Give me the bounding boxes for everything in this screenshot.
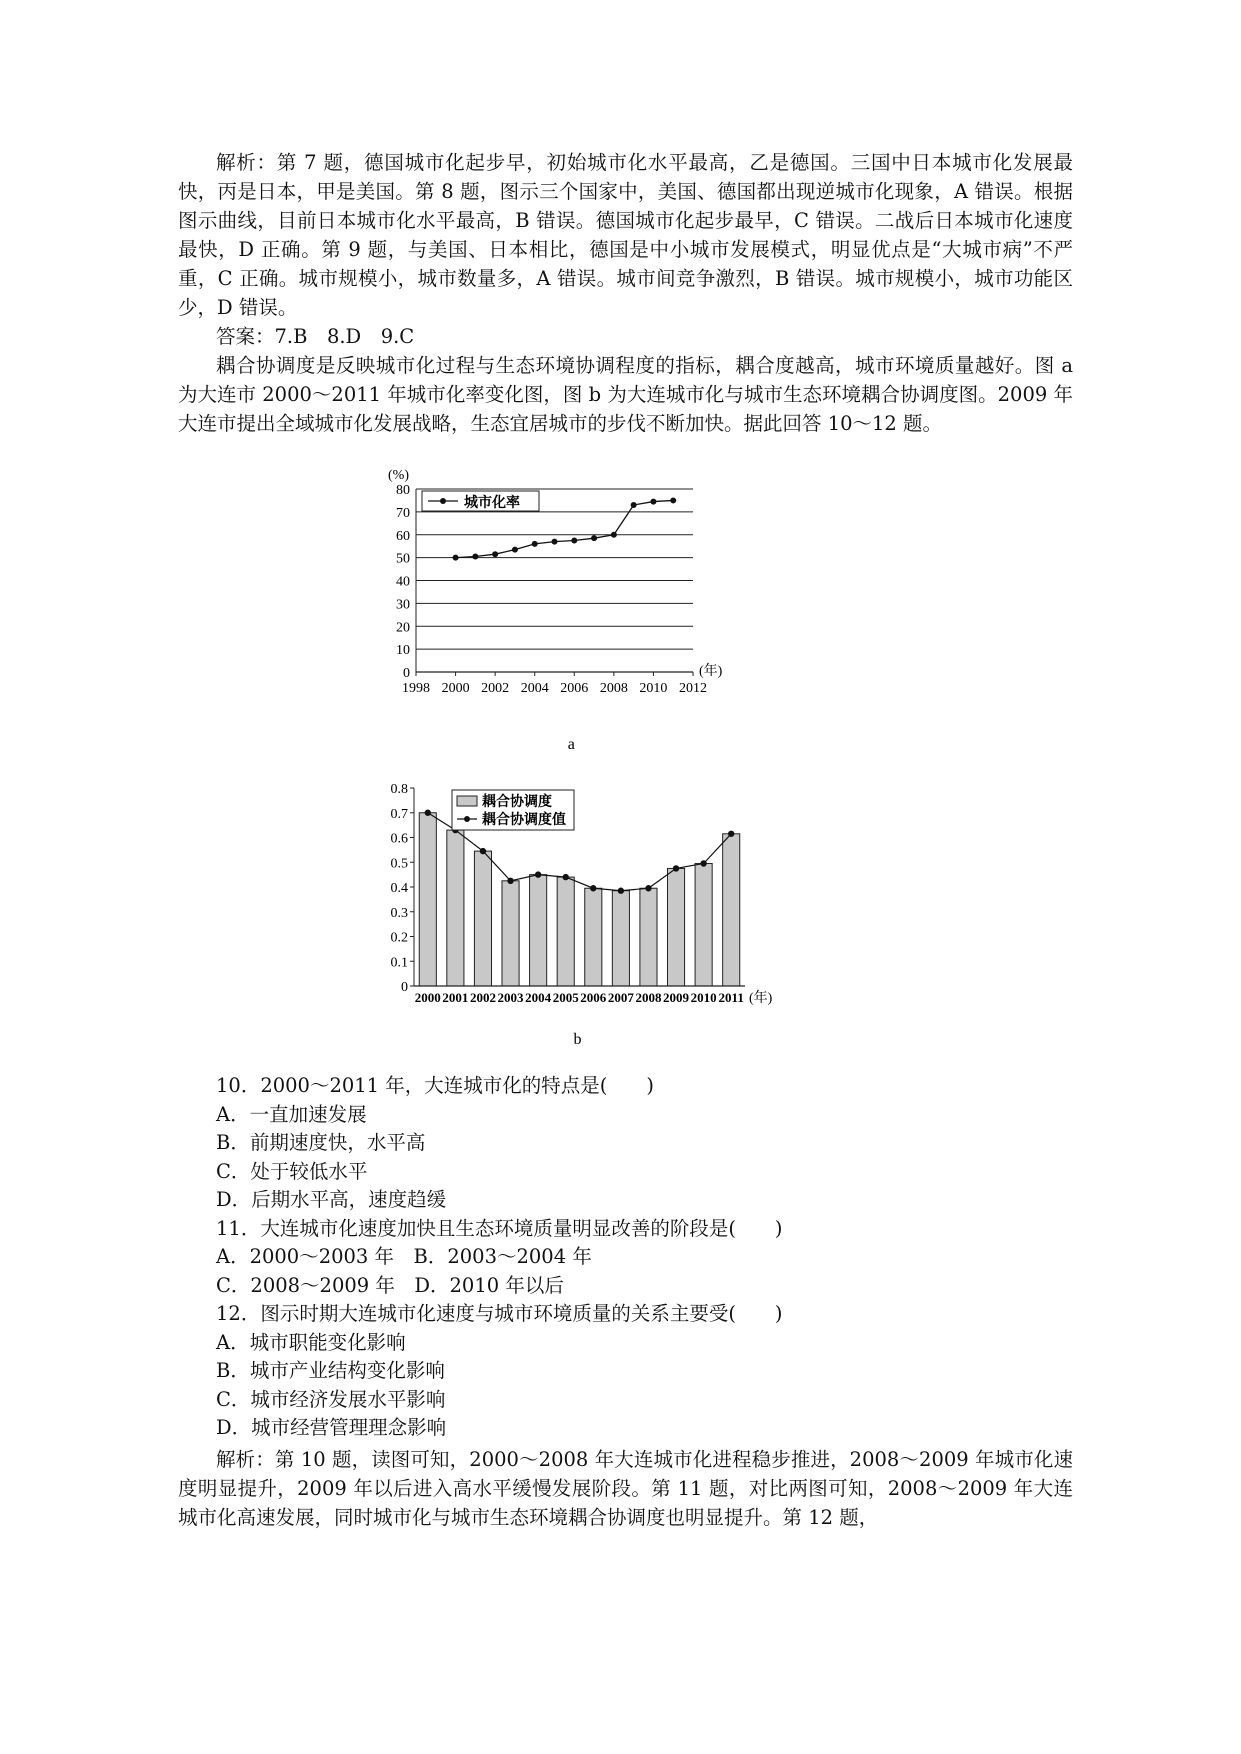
chart-b-ytick-label: 0.6 — [390, 831, 408, 847]
chart-b-xtick-label: 2006 — [580, 990, 607, 1005]
answer-label: 答案： — [216, 325, 275, 348]
chart-b-bar — [530, 875, 547, 986]
chart-a-svg — [178, 446, 1073, 764]
chart-a-point — [650, 499, 656, 505]
chart-b-point — [700, 860, 706, 866]
question-12-option-d: D．城市经营管理理念影响 — [216, 1416, 447, 1439]
chart-a-point — [492, 551, 498, 557]
chart-b-ytick-label: 0.3 — [390, 905, 408, 921]
chart-b-caption: b — [573, 1031, 582, 1048]
chart-b-ytick-label: 0 — [401, 980, 408, 995]
chart-b-bar — [557, 877, 574, 986]
chart-a-ytick-label: 0 — [403, 666, 410, 681]
chart-b-xtick-label: 2011 — [718, 990, 744, 1005]
chart-b-bar — [667, 868, 684, 986]
chart-a-point — [591, 535, 597, 541]
question-12-option-a: A．城市职能变化影响 — [216, 1330, 406, 1354]
chart-a-xlabel: (年) — [699, 664, 723, 679]
document-page — [178, 148, 1073, 1532]
chart-b-bar — [585, 888, 602, 986]
chart-a-point — [532, 541, 538, 547]
chart-a-point — [472, 553, 478, 559]
chart-b-legend-bar-label: 耦合协调度 — [482, 795, 552, 810]
chart-a-ytick-label: 80 — [396, 483, 410, 498]
chart-b-ytick-label: 0.1 — [390, 955, 408, 971]
chart-b-legend-line-label: 耦合协调度值 — [482, 813, 566, 828]
chart-a-point — [631, 502, 637, 508]
analysis-paragraph-1 — [178, 148, 1073, 322]
chart-a-point — [552, 539, 558, 545]
chart-b-xtick-label: 2009 — [663, 990, 690, 1005]
chart-a-xtick-label: 2008 — [599, 681, 628, 696]
analysis-text-2: 第 10 题，读图可知，2000～2008 年大连城市化进程稳步推进，2008～2009 年城市化速度明显提升，2009 年以后进入高水平缓慢发展阶段。第 11 题，对比两图可知，2008～2009 年大连城市化高速发展，同时城市化与城市生态环境耦合协调度也明显提升。第 12 题， — [178, 1447, 1073, 1529]
chart-b-xtick-label: 2000 — [414, 990, 441, 1005]
question-10-option-a: A．一直加速发展 — [216, 1102, 367, 1126]
chart-b-xtick-label: 2007 — [607, 990, 634, 1005]
chart-b-bar — [723, 834, 740, 986]
chart-a-xtick-label: 2004 — [520, 681, 549, 696]
chart-a-ytick-label: 40 — [396, 574, 410, 590]
chart-b-xtick-label: 2004 — [525, 990, 552, 1005]
question-12-option-c: C．城市经济发展水平影响 — [216, 1387, 446, 1411]
chart-b-point — [535, 871, 541, 877]
chart-b-bar — [474, 851, 491, 986]
question-10-option-d: D．后期水平高，速度趋缓 — [216, 1188, 447, 1211]
question-10-option-b: B．前期速度快，水平高 — [216, 1131, 426, 1154]
chart-a-xtick-label: 1998 — [402, 681, 430, 696]
chart-b-svg — [178, 776, 1073, 1066]
chart-b-xtick-label: 2003 — [497, 990, 524, 1005]
chart-a-point — [670, 497, 676, 503]
chart-b-bar — [419, 813, 436, 986]
chart-b-point — [507, 878, 513, 884]
chart-a-ytick-label: 70 — [396, 505, 410, 521]
answer-line — [178, 322, 1073, 351]
chart-b-xlabel: (年) — [749, 991, 773, 1006]
chart-b-ytick-label: 0.5 — [390, 856, 408, 872]
chart-b-point — [645, 885, 651, 891]
intro-paragraph: 耦合协调度是反映城市化过程与生态环境协调程度的指标，耦合度越高，城市环境质量越好。图 a 为大连市 2000～2011 年城市化率变化图，图 b 为大连城市化与城市生态环境耦合协调度图。2009 年大连市提出全域城市化发展战略，生态宜居城市的步伐不断加快。据此回答 10～12 题。 — [178, 354, 1073, 435]
answer-text: 7.B 8.D 9.C — [274, 325, 415, 348]
chart-a-ytick-label: 60 — [396, 528, 410, 544]
chart-b-bar — [640, 888, 657, 986]
chart-a-ytick-label: 20 — [396, 620, 410, 636]
chart-b-point — [618, 888, 624, 894]
chart-a-xtick-label: 2006 — [560, 681, 589, 696]
chart-a-point — [571, 537, 577, 543]
chart-b-point — [425, 810, 431, 816]
chart-a-legend-label: 城市化率 — [464, 496, 520, 511]
chart-a-point — [512, 547, 518, 553]
question-11-stem: 11．大连城市化速度加快且生态环境质量明显改善的阶段是( ) — [216, 1216, 783, 1240]
analysis-label: 解析： — [216, 151, 277, 174]
chart-b-xtick-label: 2002 — [469, 990, 496, 1005]
chart-a-legend-marker — [440, 498, 446, 504]
chart-b-bar — [502, 881, 519, 986]
chart-b-point — [673, 865, 679, 871]
chart-a-xtick-label: 2000 — [441, 681, 470, 696]
chart-a-xtick-label: 2002 — [481, 681, 510, 696]
chart-b-xtick-label: 2005 — [552, 990, 579, 1005]
chart-b — [178, 776, 1073, 1066]
question-11-options-ab: A．2000～2003 年 B．2003～2004 年 — [216, 1245, 592, 1268]
chart-b-bar — [695, 863, 712, 986]
chart-a-xtick-label: 2010 — [639, 681, 668, 696]
chart-b-legend-marker — [464, 816, 470, 822]
chart-b-ytick-label: 0.7 — [390, 806, 408, 822]
analysis-paragraph-2 — [178, 1445, 1073, 1532]
analysis-label-2: 解析： — [216, 1447, 275, 1471]
questions — [178, 1072, 1073, 1443]
chart-a-point — [453, 555, 459, 561]
chart-a — [178, 446, 1073, 764]
chart-b-ytick-label: 0.4 — [390, 881, 408, 896]
chart-a-ytick-label: 30 — [396, 597, 410, 613]
chart-b-xtick-label: 2010 — [690, 990, 717, 1005]
question-12-option-b: B．城市产业结构变化影响 — [216, 1359, 445, 1382]
question-11-options-cd: C．2008～2009 年 D．2010 年以后 — [216, 1273, 564, 1297]
chart-a-caption: a — [567, 736, 575, 753]
chart-a-point — [611, 532, 617, 538]
chart-b-bar — [447, 830, 464, 986]
chart-a-ytick-label: 50 — [396, 551, 410, 567]
chart-b-xtick-label: 2008 — [635, 990, 662, 1005]
chart-b-ytick-label: 0.8 — [390, 782, 408, 797]
chart-b-bar — [612, 891, 629, 986]
chart-b-point — [480, 848, 486, 854]
chart-a-xtick-label: 2012 — [679, 681, 707, 696]
chart-b-xtick-label: 2001 — [442, 990, 469, 1005]
chart-a-ylabel: (%) — [388, 468, 409, 483]
chart-b-legend-bar-swatch — [457, 796, 477, 806]
chart-b-point — [728, 831, 734, 837]
analysis-text: 第 7 题，德国城市化起步早，初始城市化水平最高，乙是德国。三国中日本城市化发展最快，丙是日本，甲是美国。第 8 题，图示三个国家中，美国、德国都出现逆城市化现象，A 错误。根据图示曲线，目前日本城市化水平最高，B 错误。德国城市化起步最早，C 错误。二战后日本城市化速度最快，D 正确。第 9 题，与美国、日本相比，德国是中小城市发展模式，明显优点是“大城市病”不严重，C 正确。城市规模小，城市数量多，A 错误。城市间竞争激烈，B 错误。城市规模小，城市功能区少，D 错误。 — [178, 151, 1073, 319]
question-12-stem: 12．图示时期大连城市化速度与城市环境质量的关系主要受( ) — [216, 1302, 783, 1325]
chart-a-ytick-label: 10 — [396, 643, 410, 659]
chart-b-ytick-label: 0.2 — [390, 930, 408, 946]
question-10-stem: 10．2000～2011 年，大连城市化的特点是( ) — [216, 1074, 654, 1097]
chart-b-point — [590, 885, 596, 891]
chart-b-point — [563, 874, 569, 880]
question-10-option-c: C．处于较低水平 — [216, 1159, 368, 1183]
